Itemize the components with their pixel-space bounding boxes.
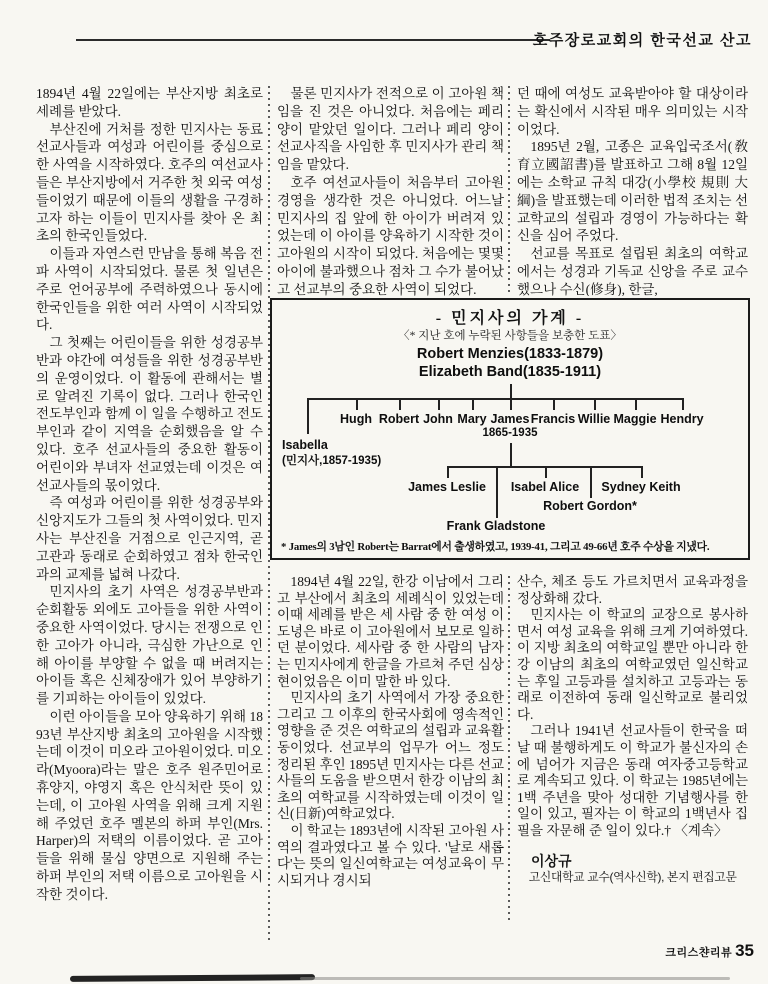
author-name: 이상규 xyxy=(531,852,572,869)
paragraph: 던 때에 여성도 교육받아야 할 대상이라는 확신에서 시작된 매우 의미있는 시작이었다. xyxy=(517,86,748,137)
column-1 xyxy=(36,85,263,941)
paragraph: 민지사는 이 학교의 교장으로 봉사하면서 여성 교육을 위해 크게 기여하였다. 이 지방 최초의 여학교일 뿐만 아니라 한강 이남의 최초의 여학교였던 일신학교는 후일 고등과를 설치하고 고등과는 동래로 이전하여 동래 일신학교로 불리었다. xyxy=(517,607,748,722)
tree-line xyxy=(590,466,592,498)
tree-person: Maggie xyxy=(613,412,657,426)
tree-line xyxy=(356,398,358,410)
tree-person: Willie xyxy=(577,412,611,426)
tree-person: John xyxy=(423,412,453,426)
tree-father: Robert Menzies(1833-1879) xyxy=(416,346,604,362)
paragraph: 물론 민지사가 전적으로 이 고아원 책임을 진 것은 아니었다. 처음에는 페리 양이 맡았던 일이다. 그러나 페리 양이 선교사직을 사임한 후 민지사가 관리 책임을 맡았다. xyxy=(277,86,504,173)
paragraph: 1894년 4월 22일에는 부산지방 최초로 세례를 받았다. xyxy=(36,86,263,119)
tree-person: Isabel Alice xyxy=(510,480,580,494)
paragraph: 민지사의 초기 사역에서 가장 중요한 그리고 그 이후의 한국사회에 영속적인 영향을 준 것은 여학교의 설립과 교육활동이었다. 선교부의 업무가 어느 정도 정리된 후인 1895년 민지사는 다른 선교사들의 도움을 받으면서 한강 이남의 최초의 여학교를 시작하였는데 이것이 일신(日新)여학교었다. xyxy=(277,690,504,822)
tree-footnote: * James의 3남인 Robert는 Barrat에서 출생하였고, 1939-41, 그리고 49-66년 호주 수상을 지냈다. xyxy=(281,541,710,553)
tree-person: Sydney Keith xyxy=(601,480,681,494)
tree-line xyxy=(510,443,512,466)
paragraph: 이런 아이들을 모아 양육하기 위해 1893년 부산지방 최초의 고아원을 시작했는데 이것이 미오라 고아원이었다. 미오라(Myoora)라는 말은 호주 원주민어로 휴양지, 야영지 혹은 안식처란 뜻이 있는데, 이 고아원 사역을 위해 크게 지원해 주었던 호주 멜본의 하퍼 부인(Mrs. Harper)의 저택의 이름이었다. 곧 고아들을 위해 물심 양면으로 지원해 주는 하퍼 부인의 저택 이름으로 고아원을 시작한 것이다. xyxy=(36,708,263,902)
author-title: 고신대학교 교수(역사신학), 본지 편집고문 xyxy=(528,870,737,885)
paragraph: 이들과 자연스런 만남을 통해 복음 전파 사역이 시작되었다. 물론 첫 일년은 주로 언어공부에 주력하였으나 동시에 한국인들을 위한 여러 사역이 시작되었다. xyxy=(36,246,263,333)
tree-person-dates: 1865-1935 xyxy=(482,427,538,439)
paragraph: 그 첫째는 어린이들을 위한 성경공부반과 야간에 여성들을 위한 성경공부반의 운영이었다. 이 활동에 관해서는 별로 알려진 기록이 없다. 그러나 한국인 전도부인과 함께 이 일을 수행하고 전도부인과 같이 지역을 순회했음을 알 수 있다. 호주 선교사들의 중요한 활동이 어린이와 부녀자 선교였는데 이것은 여 선교사들의 몫이었다. xyxy=(36,335,263,493)
tree-line xyxy=(472,398,474,410)
page-footer xyxy=(665,941,754,961)
tree-parents xyxy=(272,345,748,381)
paragraph: 즉 여성과 어린이를 위한 성경공부와 신앙지도가 그들의 첫 사역이었다. 민지사는 부산진을 거점으로 인근지역, 곧 고관과 동래로 순회하였고 점차 한국인과의 교제를 넓혀 나갔다. xyxy=(36,495,263,582)
tree-person: Hugh xyxy=(340,412,372,426)
tree-line xyxy=(682,398,684,410)
tree-person: Robert Gordon* xyxy=(543,499,637,513)
tree-person: Robert xyxy=(378,412,420,426)
column-2-lower xyxy=(277,574,504,940)
tree-person: Hendry xyxy=(660,412,704,426)
tree-person: Francis xyxy=(530,412,576,426)
family-tree-title: - 민지사의 가계 - xyxy=(435,310,585,327)
paragraph: 선교를 목표로 설립된 최초의 여학교에서는 성경과 기독교 신앙을 주로 교수했으나 수신(修身), 한글, xyxy=(517,246,748,296)
column-3-upper xyxy=(517,85,748,296)
tree-line xyxy=(510,384,512,398)
paragraph: 산수, 체조 등도 가르치면서 교육과정을 정상화해 갔다. xyxy=(517,574,748,606)
tree-person: Frank Gladstone xyxy=(446,519,546,533)
tree-line xyxy=(635,398,637,410)
family-tree-subtitle: 〈* 지난 호에 누락된 사항들을 보충한 도표〉 xyxy=(398,330,622,342)
scan-artifact xyxy=(70,974,315,982)
author-block xyxy=(517,853,748,886)
paragraph: 1895년 2월, 고종은 교육입국조서(敎育立國詔書)를 발표하고 그해 8월 12일에는 소학교 규칙 대강(小學校 規則 大綱)을 발표했는데 이러한 법적 조치는 선교학교의 설립과 경영이 가능하다는 확신을 심어 주었다. xyxy=(517,139,748,244)
paragraph: 1894년 4월 22일, 한강 이남에서 그리고 부산에서 최초의 세례식이 있었는데 이때 세례를 받은 세 사람 중 한 여성 이도녕은 바로 이 고아원에서 보모로 일하던 분이었다. 세사람 중 한 사람의 남자는 민지사에게 한글을 가르쳐 주던 심상현이었음은 이미 말한 바 있다. xyxy=(277,574,504,689)
column-3-lower xyxy=(517,574,748,940)
tree-person: James xyxy=(490,412,530,426)
tree-person: Mary xyxy=(457,412,487,426)
tree-line xyxy=(553,398,555,410)
tree-line xyxy=(496,466,498,518)
tree-line xyxy=(510,398,512,410)
column-2-upper xyxy=(277,85,504,296)
tree-line xyxy=(447,466,449,478)
header-rule xyxy=(76,39,550,41)
scan-artifact xyxy=(300,977,730,980)
tree-line xyxy=(438,398,440,410)
tree-line xyxy=(307,398,309,434)
running-head: 호주장로교회의 한국선교 산고 xyxy=(532,32,752,49)
magazine-name: 크리스챤리뷰 xyxy=(665,947,733,959)
paragraph: 부산진에 거처를 정한 민지사는 동료 선교사들과 여성과 어린이를 중심으로 한 사역을 시작하였다. 호주의 여선교사들은 부산지방에서 거주한 첫 외국 여성들이었기 때문에 이들의 생활을 구경하고자 하는 이들이 민지사를 찾아 온 최초의 한국인들었다. xyxy=(36,121,263,244)
column-separator xyxy=(508,576,510,922)
paragraph: 그러나 1941년 선교사들이 한국을 떠날 때 불행하게도 이 학교가 불신자의 손에 넘어가 지금은 동래 여자중고등학교로 계속되고 있다. 이 학교는 1985년에는 1백 주년을 맞아 성대한 기념행사를 한 일이 있고, 필자는 이 학교의 1백년사 집필을 자문해 준 일이 있다.† 〈계속〉 xyxy=(517,723,748,838)
family-tree-box xyxy=(270,298,750,560)
tree-mother: Elizabeth Band(1835-1911) xyxy=(418,364,602,380)
tree-line xyxy=(545,466,547,478)
tree-line xyxy=(641,466,643,478)
paragraph: 이 학교는 1893년에 시작된 고아원 사역의 결과였다고 볼 수 있다. '날로 새롭다'는 뜻의 일신여학교는 여성교육이 무시되거나 경시되 xyxy=(277,822,504,888)
paragraph: 호주 여선교사들이 처음부터 고아원 경영을 생각한 것은 아니었다. 어느날 민지사의 집 앞에 한 아이가 버려져 있었는데 이 아이를 양육하기 시작한 것이 고아원의 시작이 되었다. 처음에는 몇몇 아이에 불과했으나 점차 그 수가 불어났고 선교부의 중요한 사역이 되었다. xyxy=(277,174,504,296)
tree-line xyxy=(594,398,596,410)
tree-line xyxy=(399,398,401,410)
tree-person: James Leslie xyxy=(408,480,486,494)
paragraph: 민지사의 초기 사역은 성경공부반과 순회활동 외에도 고아들을 위한 사역이 중요한 사역이었다. 당시는 전쟁으로 인한 고아가 아니라, 극심한 가난으로 인해 아이를 부양할 수 없을 때 버려지는 아이들 혹은 신체장애가 있어 부양하기를 기피하는 아이들이 있었다. xyxy=(36,584,263,707)
column-separator xyxy=(508,86,510,292)
page-number: 35 xyxy=(735,941,754,960)
tree-line xyxy=(307,398,683,400)
tree-person-isabella: Isabella (민지사,1857-1935) xyxy=(282,438,382,467)
